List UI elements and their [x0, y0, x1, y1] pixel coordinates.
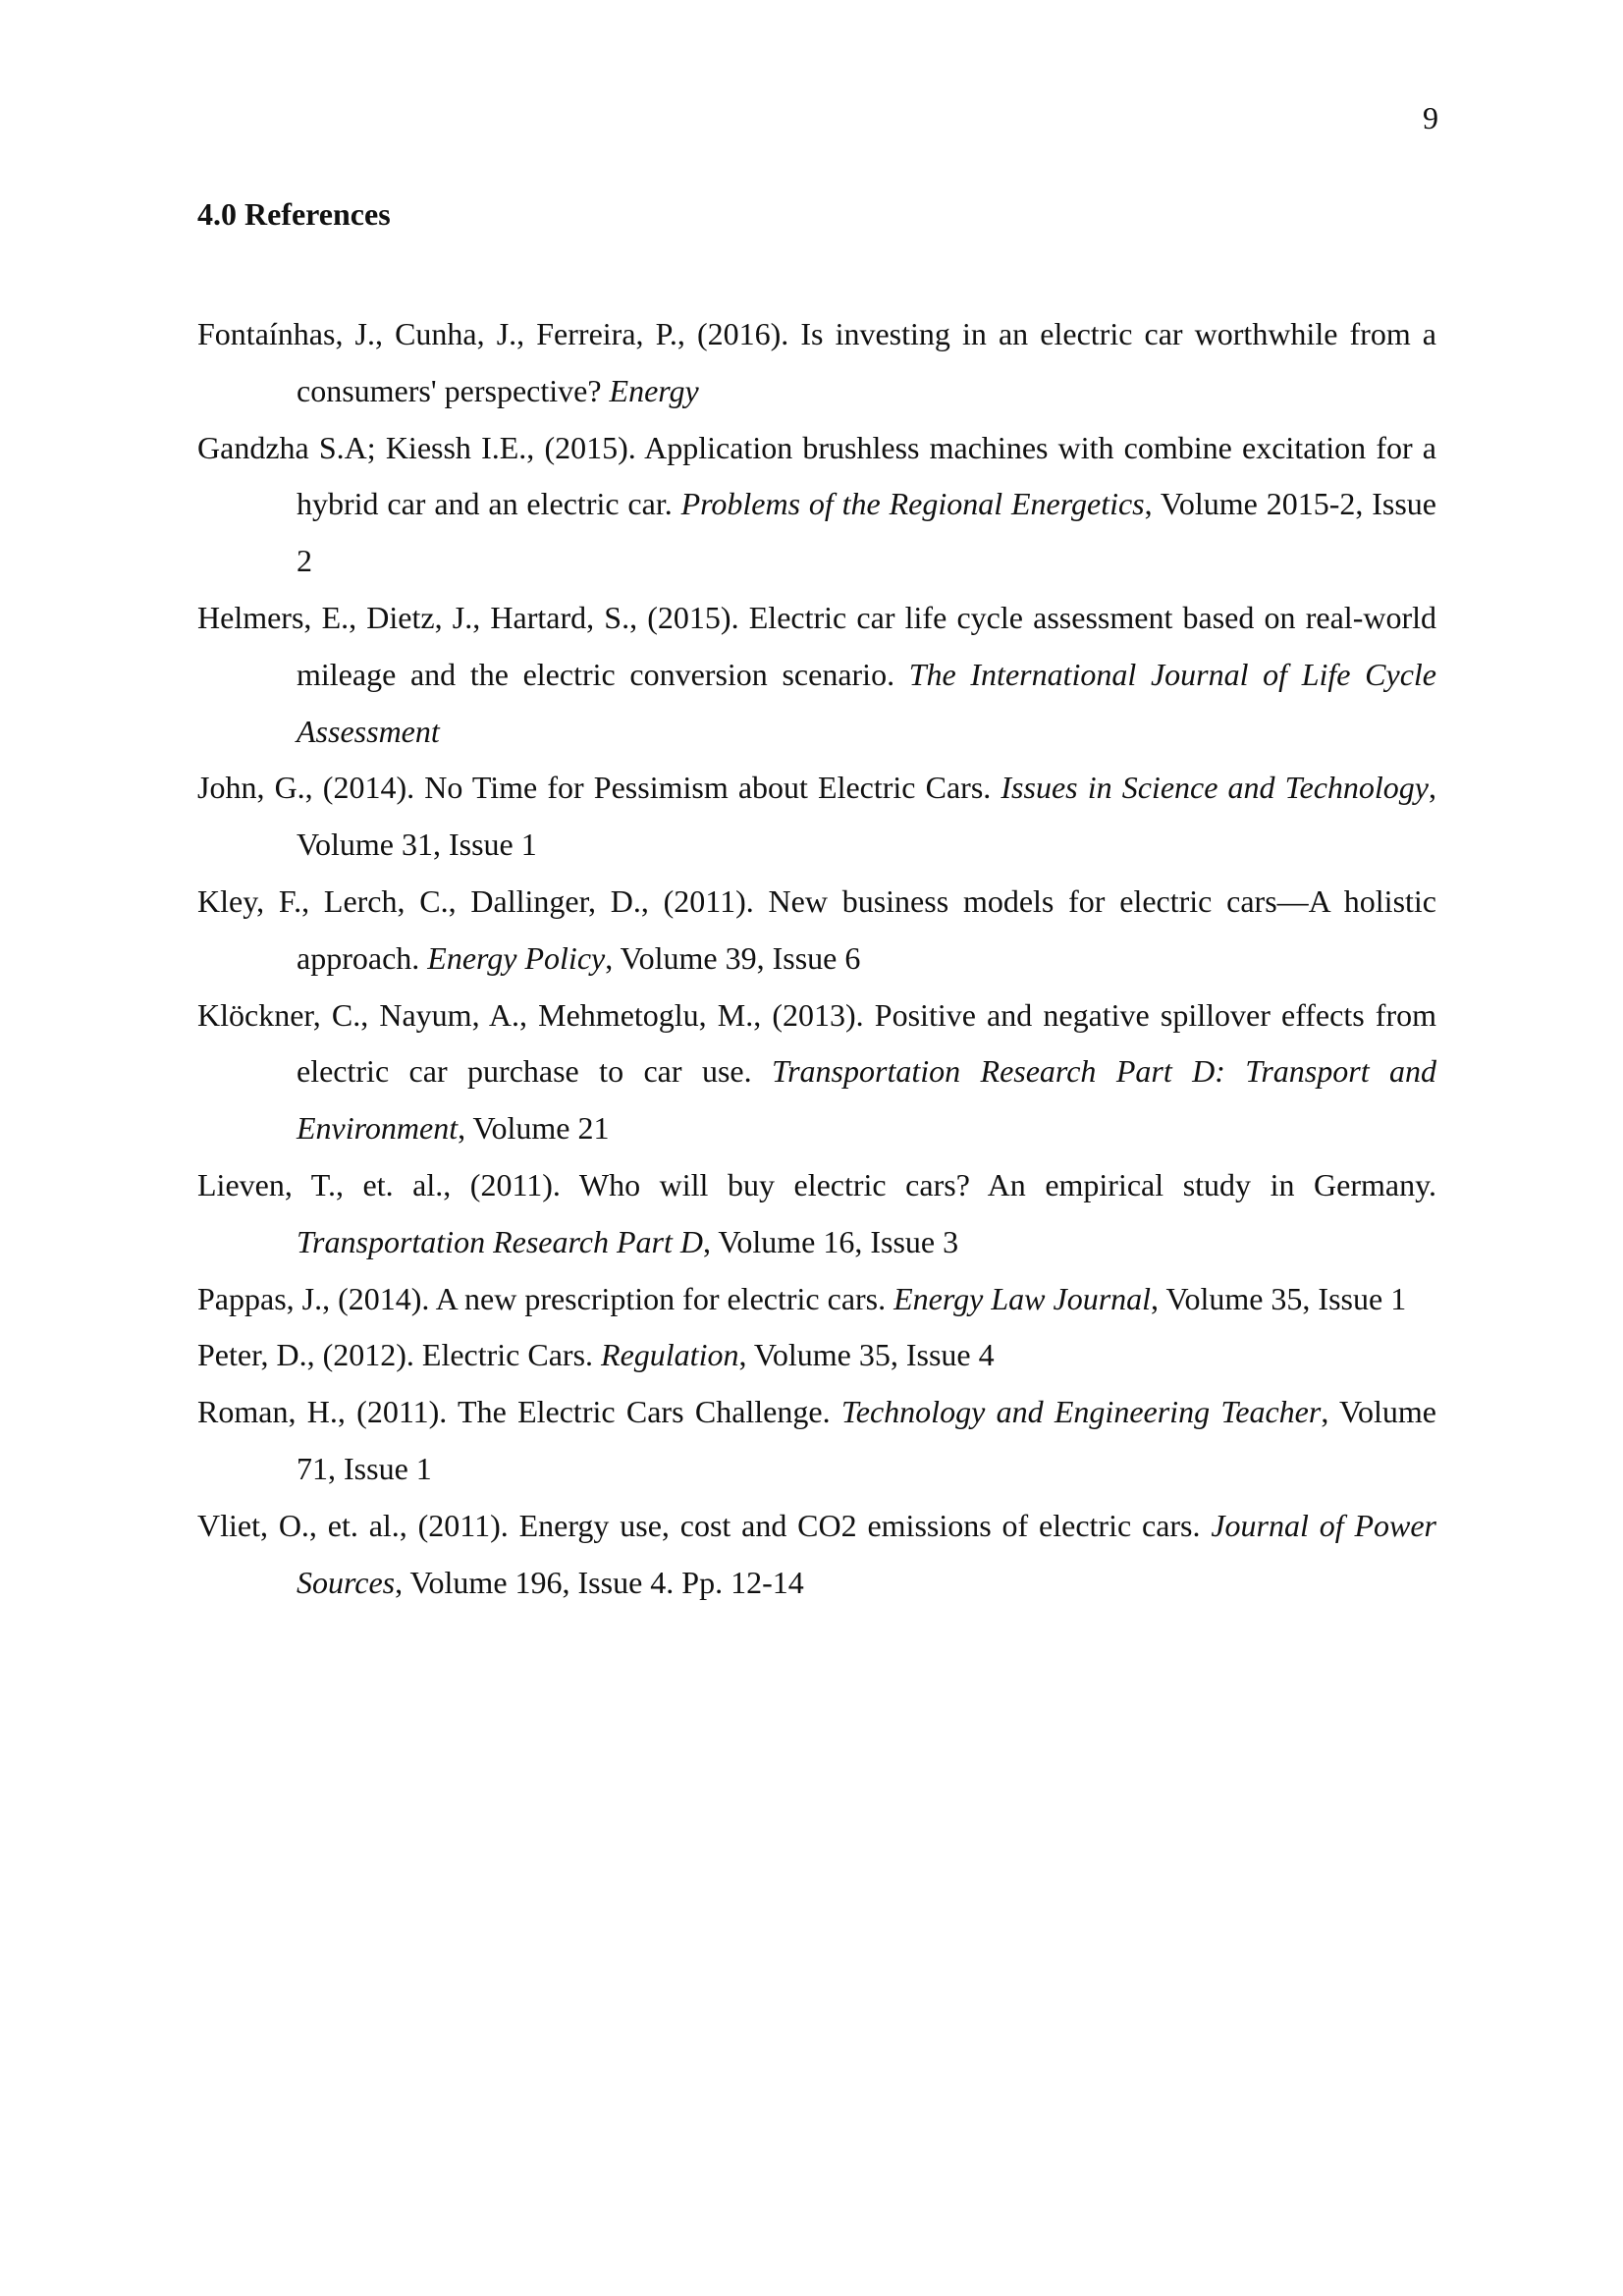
reference-details: , Volume 35, Issue 1 [1151, 1280, 1407, 1316]
reference-list [197, 306, 1436, 1611]
reference-item [197, 1271, 1436, 1328]
reference-details: , Volume 2015-2, Issue 2 [297, 486, 1437, 579]
page-number: 9 [1423, 100, 1438, 135]
section-heading: 4.0 References [197, 196, 391, 232]
reference-details: , Volume 71, Issue 1 [297, 1394, 1437, 1486]
reference-text: Peter, D., (2012). Electric Cars. [197, 1337, 602, 1373]
reference-source: Energy Policy [427, 939, 606, 976]
reference-source: Transportation Research Part D: Transport and Environment [297, 1053, 1437, 1147]
reference-source: Issues in Science and Technology [1001, 770, 1430, 806]
reference-text: John, G., (2014). No Time for Pessimism about Electric Cars. [197, 770, 1001, 806]
reference-details: , Volume 196, Issue 4. Pp. 12-14 [395, 1564, 804, 1600]
reference-text: Helmers, E., Dietz, J., Hartard, S., (2015). Electric car life cycle assessment based on real-world mileage and the electric conversion scenario. [197, 599, 1436, 692]
reference-text: Klöckner, C., Nayum, A., Mehmetoglu, M., (2013). Positive and negative spillover effects from electric car purchase to car use. [197, 996, 1436, 1090]
reference-item [197, 420, 1436, 590]
reference-text: Pappas, J., (2014). A new prescription for electric cars. [197, 1280, 894, 1316]
reference-source: The International Journal of Life Cycle Assessment [297, 656, 1437, 749]
reference-source: Energy [609, 372, 699, 408]
reference-text: Kley, F., Lerch, C., Dallinger, D., (2011). New business models for electric cars—A holistic approach. [197, 882, 1436, 976]
reference-text: Gandzha S.A; Kiessh I.E., (2015). Application brushless machines with combine excitation for a hybrid car and an electric car. [197, 429, 1436, 522]
reference-source: Transportation Research Part D [297, 1223, 703, 1259]
reference-item [197, 590, 1436, 760]
reference-text: Lieven, T., et. al., (2011). Who will buy electric cars? An empirical study in Germany. [197, 1166, 1436, 1202]
reference-details: , Volume 35, Issue 4 [738, 1337, 995, 1373]
reference-source: Energy Law Journal [893, 1280, 1152, 1316]
reference-item [197, 1157, 1436, 1271]
reference-item [197, 874, 1436, 988]
reference-source: Journal of Power Sources [297, 1507, 1436, 1600]
reference-details: , Volume 21 [458, 1110, 610, 1147]
reference-item [197, 1498, 1436, 1612]
reference-details: , Volume 16, Issue 3 [702, 1223, 959, 1259]
reference-details: , Volume 31, Issue 1 [297, 770, 1437, 863]
reference-item [197, 1384, 1436, 1498]
reference-item [197, 988, 1436, 1157]
reference-text: Roman, H., (2011). The Electric Cars Challenge. [197, 1394, 841, 1430]
reference-details: , Volume 39, Issue 6 [605, 939, 861, 976]
reference-item [197, 306, 1436, 420]
reference-item [197, 760, 1436, 874]
reference-source: Technology and Engineering Teacher [840, 1394, 1322, 1430]
reference-source: Problems of the Regional Energetics [680, 486, 1145, 522]
reference-source: Regulation [601, 1337, 739, 1373]
reference-item [197, 1327, 1436, 1384]
reference-text: Fontaínhas, J., Cunha, J., Ferreira, P., (2016). Is investing in an electric car worthwhile from a consumers' perspective? [197, 316, 1436, 408]
reference-text: Vliet, O., et. al., (2011). Energy use, cost and CO2 emissions of electric cars. [197, 1507, 1212, 1543]
